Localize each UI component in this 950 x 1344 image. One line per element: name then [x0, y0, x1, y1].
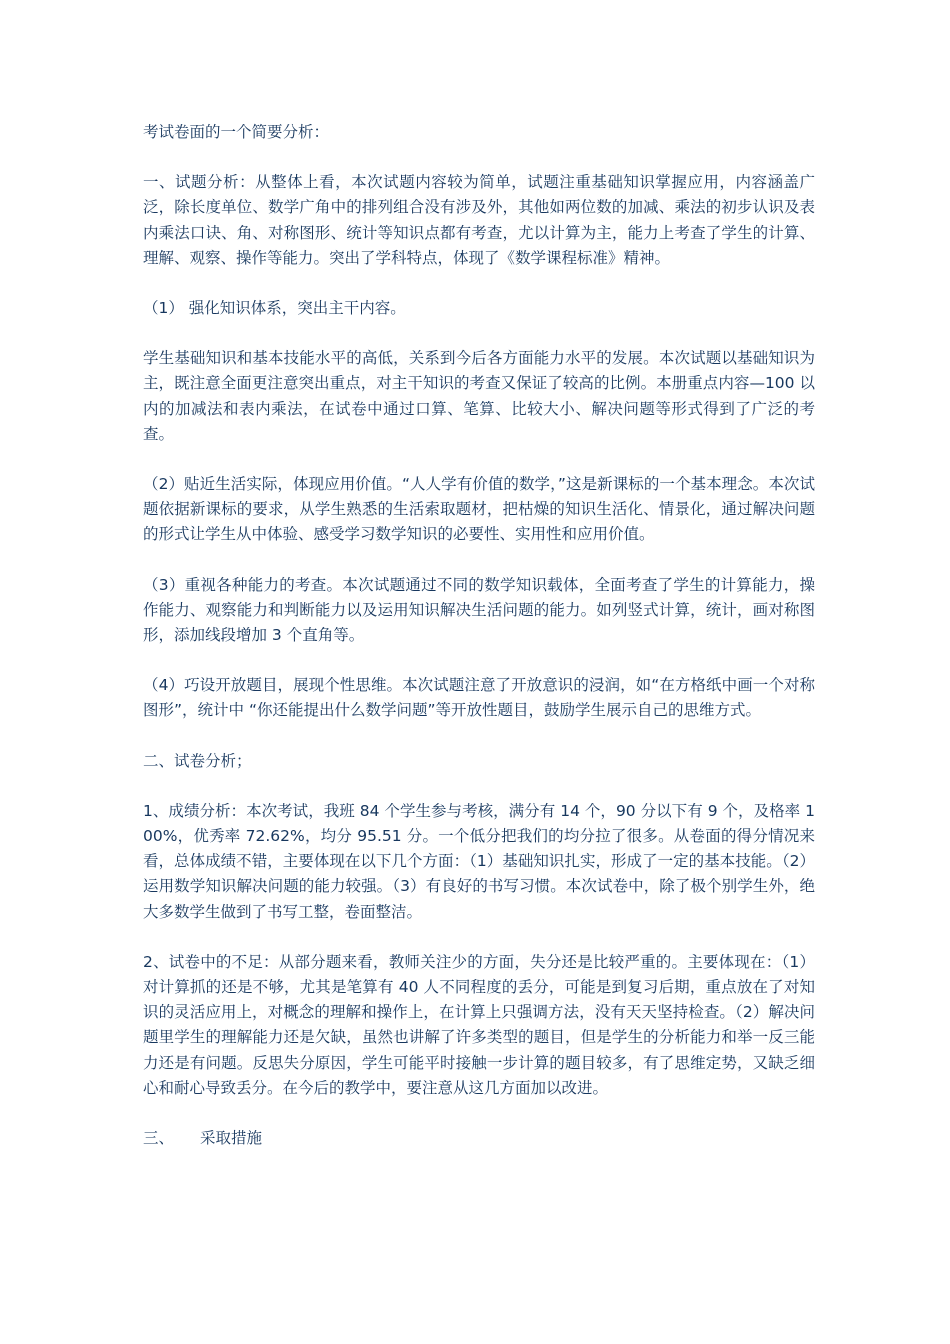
section3-title: 采取措施 [200, 1129, 263, 1148]
section3-heading [143, 1126, 815, 1151]
section2-heading: 二、试卷分析； [143, 751, 252, 770]
shortcomings-paragraph: 2、试卷中的不足：从部分题来看，教师关注少的方面，失分还是比较严重的。主要体现在：（1）对计算抓的还是不够，尤其是笔算有 40 人不同程度的丢分，可能是到复习后期，重点放在了对知识的灵活应用上，对概念的理解和操作上，在计算上只强调方法，没有天天坚持检查。（2）解决问题里学生的理解能力还是欠缺，虽然也讲解了许多类型的题目，但是学生的分析能力和举一反三能力还是有问题。反思失分原因，学生可能平时接触一步计算的题目较多，有了思维定势，又缺乏细心和耐心导致丢分。在今后的教学中，要注意从这几方面加以改进。 [143, 952, 815, 1097]
point1-body: 学生基础知识和基本技能水平的高低，关系到今后各方面能力水平的发展。本次试题以基础知识为主，既注意全面更注意突出重点，对主干知识的考查又保证了较高的比例。本册重点内容—100 以内的加减法和表内乘法，在试卷中通过口算、笔算、比较大小、解决问题等形式得到了广泛的考查。 [143, 349, 815, 443]
point4-paragraph: （4）巧设开放题目，展现个性思维。本次试题注意了开放意识的浸润，如“在方格纸中画一个对称图形”，统计中 “你还能提出什么数学问题”等开放性题目，鼓励学生展示自己的思维方式。 [143, 676, 815, 720]
section3-number: 三、 [143, 1129, 175, 1148]
document-page [143, 120, 815, 1176]
point3-paragraph: （3）重视各种能力的考查。本次试题通过不同的数学知识载体，全面考查了学生的计算能力，操作能力、观察能力和判断能力以及运用知识解决生活问题的能力。如列竖式计算，统计，画对称图形，添加线段增加 3 个直角等。 [143, 575, 815, 645]
point1-title: （1） 强化知识体系，突出主干内容。 [143, 299, 406, 318]
document-title: 考试卷面的一个简要分析： [143, 123, 330, 141]
point2-paragraph: （2）贴近生活实际，体现应用价值。“人人学有价值的数学，”这是新课标的一个基本理念。本次试题依据新课标的要求，从学生熟悉的生活索取题材，把枯燥的知识生活化、情景化，通过解决问题的形式让学生从中体验、感受学习数学知识的必要性、实用性和应用价值。 [143, 475, 815, 544]
section1-analysis-paragraph: 一、试题分析：从整体上看，本次试题内容较为简单，试题注重基础知识掌握应用，内容涵盖广泛，除长度单位、数学广角中的排列组合没有涉及外，其他如两位数的加减、乘法的初步认识及表内乘法口诀、角、对称图形、统计等知识点都有考查，尤以计算为主，能力上考查了学生的计算、理解、观察、操作等能力。突出了学科特点，体现了《数学课程标准》精神。 [143, 173, 815, 267]
score-analysis-paragraph: 1、成绩分析：本次考试，我班 84 个学生参与考核，满分有 14 个，90 分以下有 9 个，及格率 100%，优秀率 72.62%，均分 95.51 分。一个低分把我们的均分拉了很多。从卷面的得分情况来看，总体成绩不错，主要体现在以下几个方面：（1）基础知识扎实，形成了一定的基本技能。（2）运用数学知识解决问题的能力较强。（3）有良好的书写习惯。本次试卷中，除了极个别学生外，绝大多数学生做到了书写工整，卷面整洁。 [143, 801, 815, 921]
